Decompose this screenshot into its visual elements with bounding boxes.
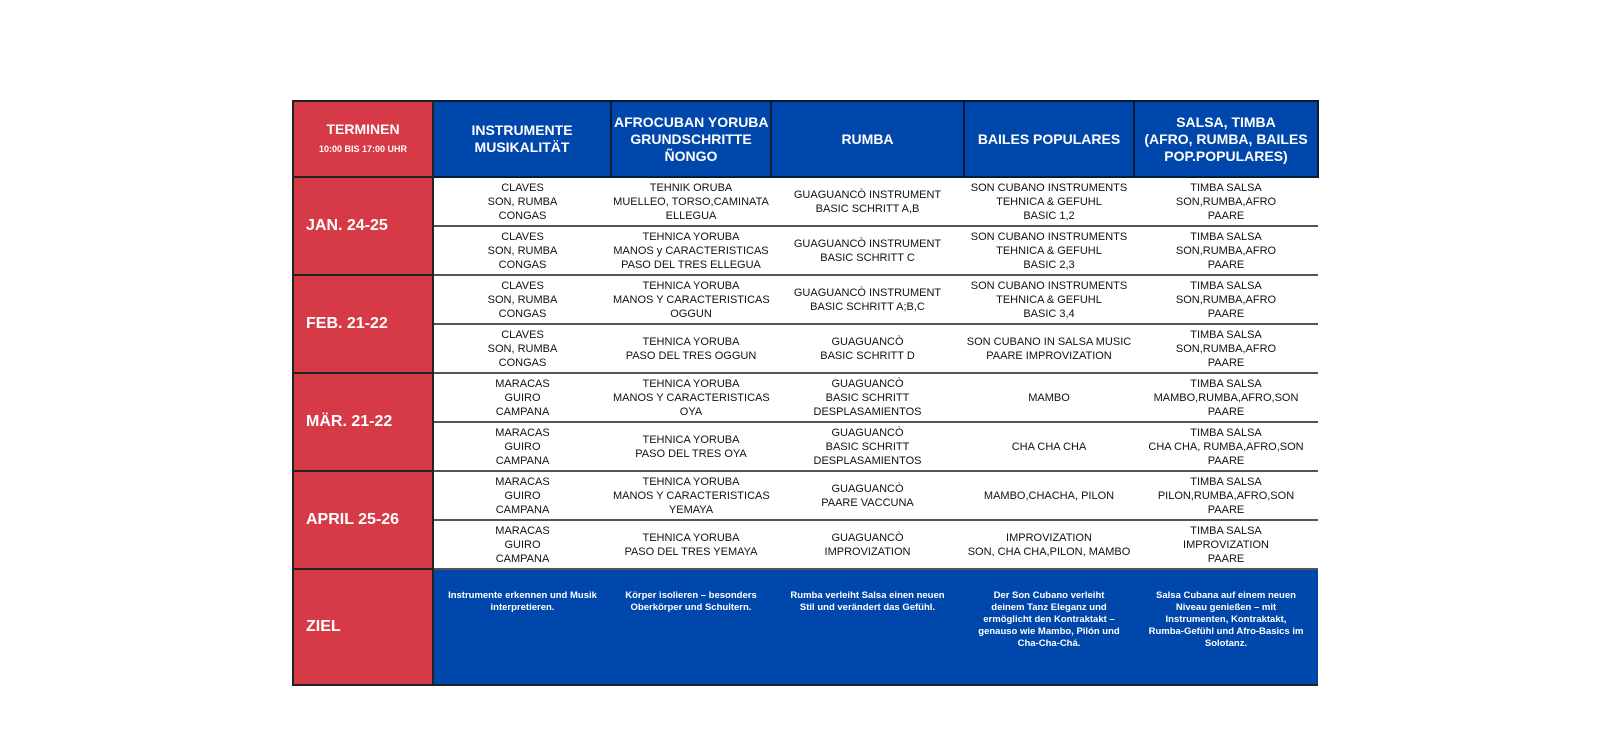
lesson-cell — [433, 275, 611, 324]
lesson-line: PAARE — [1207, 503, 1245, 516]
lesson-cell — [433, 471, 611, 520]
lesson-line: TIMBA SALSA — [1190, 328, 1262, 341]
lesson-cell — [1134, 422, 1318, 471]
header-line: RUMBA — [841, 130, 894, 147]
lesson-line: MAMBO — [1028, 391, 1070, 404]
lesson-line: BASIC SCHRITT A,B — [815, 202, 920, 215]
lesson-cell — [1134, 177, 1318, 226]
column-header-afrocuban — [611, 101, 771, 177]
lesson-cell — [964, 471, 1134, 520]
dates-column-header — [293, 101, 433, 177]
goal-row — [293, 569, 1318, 685]
lesson-line: CONGAS — [498, 307, 547, 320]
lesson-cell — [771, 520, 964, 569]
lesson-line: SON,RUMBA,AFRO — [1175, 342, 1277, 355]
lesson-line: GUIRO — [504, 391, 541, 404]
lesson-line: MAMBO,RUMBA,AFRO,SON — [1153, 391, 1299, 404]
lesson-line: PAARE — [1207, 307, 1245, 320]
lesson-cell — [1134, 471, 1318, 520]
lesson-line: PAARE — [1207, 258, 1245, 271]
lesson-cell — [611, 422, 771, 471]
lesson-cell — [1134, 275, 1318, 324]
lesson-cell — [771, 275, 964, 324]
lesson-cell — [433, 177, 611, 226]
lesson-cell — [771, 373, 964, 422]
lesson-line: PILON,RUMBA,AFRO,SON — [1157, 489, 1295, 502]
lesson-row — [293, 324, 1318, 373]
lesson-line: MAMBO,CHACHA, PILON — [983, 489, 1115, 502]
header-line: INSTRUMENTE — [471, 122, 573, 138]
lesson-cell — [1134, 520, 1318, 569]
lesson-line: TIMBA SALSA — [1190, 181, 1262, 194]
lesson-line: TIMBA SALSA — [1190, 475, 1262, 488]
lesson-cell — [611, 324, 771, 373]
goal-text-rumba: Rumba verleiht Salsa einen neuen Stil und verändert das Gefühl. — [771, 569, 964, 685]
date-cell: MÄR. 21-22 — [293, 373, 433, 471]
lesson-row — [293, 373, 1318, 422]
lesson-line: CONGAS — [498, 258, 547, 271]
lesson-cell — [771, 177, 964, 226]
lesson-line: BASIC 1,2 — [1023, 209, 1075, 222]
lesson-line: TIMBA SALSA — [1190, 524, 1262, 537]
lesson-line: TEHNICA YORUBA — [642, 279, 740, 292]
lesson-line: OYA — [679, 405, 703, 418]
lesson-line: GUAGUANCÒ — [831, 482, 904, 495]
lesson-line: SON CUBANO INSTRUMENTS — [970, 230, 1128, 243]
date-cell: FEB. 21-22 — [293, 275, 433, 373]
header-line: MUSIKALITÄT — [474, 139, 570, 155]
schedule-table — [292, 100, 1319, 686]
header-line: POP.POPULARES) — [1164, 147, 1288, 164]
lesson-line: CLAVES — [501, 328, 544, 341]
lesson-line: SON CUBANO INSTRUMENTS — [970, 279, 1128, 292]
lesson-line: PASO DEL TRES OGGUN — [625, 349, 757, 362]
header-line: BAILES POPULARES — [977, 130, 1121, 147]
lesson-line: PAARE IMPROVIZATION — [986, 349, 1112, 362]
lesson-row — [293, 177, 1318, 226]
lesson-line: CONGAS — [498, 209, 547, 222]
lesson-line: MARACAS — [495, 426, 550, 439]
lesson-line: GUAGUANCÒ — [831, 377, 904, 390]
lesson-line: GUIRO — [504, 538, 541, 551]
lesson-line: SON,RUMBA,AFRO — [1175, 244, 1277, 257]
lesson-line: MARACAS — [495, 475, 550, 488]
lesson-line: SON,RUMBA,AFRO — [1175, 293, 1277, 306]
schedule-body — [293, 101, 1318, 685]
lesson-cell — [1134, 226, 1318, 275]
lesson-line: MANOS Y CARACTERISTICAS — [613, 489, 770, 502]
lesson-line: TEHNICA YORUBA — [642, 475, 740, 488]
goal-text-afrocuban: Körper isolieren – besonders Oberkörper und Schultern. — [611, 569, 771, 685]
lesson-row — [293, 226, 1318, 275]
lesson-cell — [611, 275, 771, 324]
lesson-line: CONGAS — [498, 356, 547, 369]
lesson-line: CHA CHA, RUMBA,AFRO,SON — [1148, 440, 1304, 453]
lesson-row — [293, 422, 1318, 471]
lesson-line: PAARE — [1207, 552, 1245, 565]
lesson-cell — [611, 520, 771, 569]
lesson-line: GUIRO — [504, 489, 541, 502]
lesson-line: PAARE — [1207, 405, 1245, 418]
header-line: AFROCUBAN YORUBA — [614, 113, 769, 130]
lesson-line: SON CUBANO IN SALSA MUSIC — [966, 335, 1132, 348]
lesson-line: TEHNICA YORUBA — [642, 335, 740, 348]
lesson-line: PAARE — [1207, 356, 1245, 369]
lesson-cell — [964, 275, 1134, 324]
lesson-line: TEHNICA YORUBA — [642, 377, 740, 390]
lesson-line: PAARE VACCUNA — [821, 496, 914, 509]
lesson-line: SON, RUMBA — [487, 195, 558, 208]
lesson-line: TEHNICA & GEFUHL — [996, 195, 1102, 208]
lesson-line: MUELLEO, TORSO,CAMINATA — [613, 195, 769, 208]
lesson-cell — [771, 422, 964, 471]
lesson-line: GUAGUANCÒ — [831, 426, 904, 439]
dates-subtitle: 10:00 BIS 17:00 UHR — [318, 143, 408, 154]
lesson-line: SON, CHA CHA,PILON, MAMBO — [967, 545, 1131, 558]
lesson-line: SON, RUMBA — [487, 293, 558, 306]
lesson-line: YEMAYA — [668, 503, 714, 516]
lesson-line: CAMPANA — [495, 552, 550, 565]
lesson-line: TEHNICA YORUBA — [642, 230, 740, 243]
column-header-bailes-populares — [964, 101, 1134, 177]
lesson-row — [293, 275, 1318, 324]
lesson-cell — [964, 422, 1134, 471]
lesson-row — [293, 520, 1318, 569]
lesson-cell — [1134, 373, 1318, 422]
lesson-cell — [771, 226, 964, 275]
lesson-line: SON, RUMBA — [487, 244, 558, 257]
date-cell: APRIL 25-26 — [293, 471, 433, 569]
lesson-line: PASO DEL TRES YEMAYA — [624, 545, 758, 558]
column-header-salsa-timba — [1134, 101, 1318, 177]
lesson-line: GUAGUANCÒ INSTRUMENT — [793, 286, 942, 299]
lesson-line: TEHNICA & GEFUHL — [996, 244, 1102, 257]
lesson-cell — [611, 373, 771, 422]
lesson-cell — [1134, 324, 1318, 373]
lesson-line: MARACAS — [495, 377, 550, 390]
lesson-cell — [964, 177, 1134, 226]
lesson-line: ELLEGUA — [665, 209, 717, 222]
lesson-line: TIMBA SALSA — [1190, 279, 1262, 292]
lesson-cell — [433, 226, 611, 275]
lesson-line: IMPROVIZATION — [1183, 538, 1269, 551]
lesson-line: TEHNICA & GEFUHL — [996, 293, 1102, 306]
lesson-line: SON,RUMBA,AFRO — [1175, 195, 1277, 208]
lesson-line: TIMBA SALSA — [1190, 377, 1262, 390]
lesson-line: BASIC SCHRITT — [825, 440, 910, 453]
lesson-cell — [433, 422, 611, 471]
lesson-line: TEHNICA YORUBA — [642, 433, 740, 446]
lesson-line: PASO DEL TRES ELLEGUA — [621, 258, 761, 271]
goal-text-salsa-timba: Salsa Cubana auf einem neuen Niveau genießen – mit Instrumenten, Kontraktakt, Rumba-Gefühl und Afro-Basics im Solotanz. — [1134, 569, 1318, 685]
lesson-line: TIMBA SALSA — [1190, 230, 1262, 243]
lesson-line: BASIC 3,4 — [1023, 307, 1075, 320]
lesson-cell — [611, 177, 771, 226]
lesson-line: MANOS Y CARACTERISTICAS — [613, 293, 770, 306]
lesson-line: GUAGUANCÒ INSTRUMENT — [793, 188, 942, 201]
lesson-line: OGGUN — [670, 307, 712, 320]
goal-label: ZIEL — [293, 569, 433, 685]
column-header-instrumente — [433, 101, 611, 177]
lesson-line: SON CUBANO INSTRUMENTS — [970, 181, 1128, 194]
lesson-line: PAARE — [1207, 209, 1245, 222]
lesson-line: GUAGUANCÒ INSTRUMENT — [793, 237, 942, 250]
lesson-line: MARACAS — [495, 524, 550, 537]
lesson-line: MANOS Y CARACTERISTICAS — [613, 391, 770, 404]
lesson-line: PASO DEL TRES OYA — [635, 447, 747, 460]
goal-text-instrumente: Instrumente erkennen und Musik interpretieren. — [433, 569, 611, 685]
lesson-line: DESPLASAMIENTOS — [813, 454, 922, 467]
lesson-line: PAARE — [1207, 454, 1245, 467]
lesson-line: TEHNICA YORUBA — [642, 531, 740, 544]
lesson-cell — [433, 373, 611, 422]
date-cell: JAN. 24-25 — [293, 177, 433, 275]
lesson-line: TIMBA SALSA — [1190, 426, 1262, 439]
header-row — [293, 101, 1318, 177]
lesson-line: BASIC SCHRITT D — [820, 349, 915, 362]
goal-text-bailes-populares: Der Son Cubano verleiht deinem Tanz Eleganz und ermöglicht den Kontraktakt – genauso wie Mambo, Pilón und Cha-Cha-Chá. — [964, 569, 1134, 685]
dates-title: TERMINEN — [326, 120, 400, 137]
lesson-line: BASIC 2,3 — [1023, 258, 1075, 271]
lesson-cell — [433, 324, 611, 373]
lesson-row — [293, 471, 1318, 520]
lesson-line: CHA CHA CHA — [1011, 440, 1087, 453]
header-line: ÑONGO — [664, 147, 718, 164]
header-line: GRUNDSCHRITTE — [630, 130, 752, 147]
lesson-line: MANOS y CARACTERISTICAS — [613, 244, 769, 257]
lesson-line: TEHNIK ORUBA — [649, 181, 733, 194]
lesson-line: DESPLASAMIENTOS — [813, 405, 922, 418]
lesson-cell — [433, 520, 611, 569]
header-line: (AFRO, RUMBA, BAILES — [1144, 130, 1308, 147]
lesson-cell — [611, 226, 771, 275]
header-line: SALSA, TIMBA — [1176, 113, 1276, 130]
lesson-cell — [771, 471, 964, 520]
lesson-line: CAMPANA — [495, 405, 550, 418]
lesson-cell — [964, 520, 1134, 569]
lesson-line: IMPROVIZATION — [1006, 531, 1092, 544]
lesson-line: SON, RUMBA — [487, 342, 558, 355]
lesson-line: GUAGUANCÒ — [831, 531, 904, 544]
lesson-line: CLAVES — [501, 181, 544, 194]
lesson-line: GUIRO — [504, 440, 541, 453]
lesson-cell — [964, 226, 1134, 275]
lesson-line: CAMPANA — [495, 503, 550, 516]
lesson-line: BASIC SCHRITT C — [820, 251, 915, 264]
lesson-line: BASIC SCHRITT A;B,C — [810, 300, 925, 313]
lesson-cell — [964, 324, 1134, 373]
column-header-rumba — [771, 101, 964, 177]
lesson-cell — [964, 373, 1134, 422]
lesson-line: GUAGUANCÒ — [831, 335, 904, 348]
lesson-line: CAMPANA — [495, 454, 550, 467]
lesson-cell — [611, 471, 771, 520]
lesson-line: CLAVES — [501, 279, 544, 292]
lesson-line: CLAVES — [501, 230, 544, 243]
lesson-cell — [771, 324, 964, 373]
lesson-line: BASIC SCHRITT — [825, 391, 910, 404]
lesson-line: IMPROVIZATION — [824, 545, 911, 558]
